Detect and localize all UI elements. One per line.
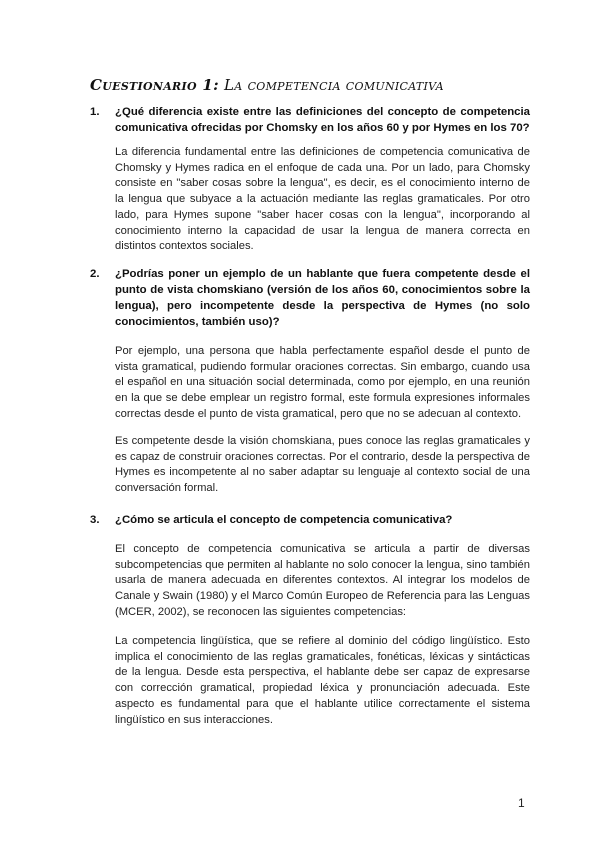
question-2 (90, 266, 530, 330)
page-title (90, 76, 444, 94)
title-label: Cuestionario 1: (90, 76, 219, 94)
answer-2-paragraph-2: Es competente desde la visión chomskiana, pues conoce las reglas gramaticales y es capaz de construir oraciones correctas. Por el contrario, desde la perspectiva de Hymes es incompetente al no saber adaptar su lenguaje al contexto social de una conversación formal. (115, 435, 530, 495)
answer-3-paragraph-1: El concepto de competencia comunicativa se articula a partir de diversas subcompetencias que permiten al hablante no solo conocer la lengua, sino también usarla de manera adecuada en diferentes contextos. Al integrar los modelos de Canale y Swain (1980) y el Marco Común Europeo de Referencia para las Lenguas (MCER, 2002), se reconocen las siguientes competencias: (115, 543, 530, 618)
question-3 (90, 512, 530, 528)
question-number: 1. (90, 106, 100, 118)
question-number: 2. (90, 268, 100, 280)
question-text: ¿Podrías poner un ejemplo de un hablante que fuera competente desde el punto de vista chomskiano (versión de los años 60, conocimientos sobre la lengua), pero incompetente desde la perspectiva de Hymes (no solo conocimientos, también uso)? (115, 268, 530, 328)
question-number: 3. (90, 514, 100, 526)
answer-2-paragraph-1: Por ejemplo, una persona que habla perfectamente español desde el punto de vista gramatical, pudiendo formular oraciones correctas. Sin embargo, cuando usa el español en una situación social determinada, como por ejemplo, en una reunión en la que se debe emplear un registro formal, este formula expresiones informales correctas desde el punto de vista gramatical, pero que no se adecuan al contexto. (115, 345, 530, 420)
answer-1-paragraph-1: La diferencia fundamental entre las definiciones de competencia comunicativa de Chomsky y Hymes radica en el enfoque de cada una. Por un lado, para Chomsky consiste en "saber cosas sobre la lengua", es decir, es el conocimiento interno de la lengua que subyace a la actuación mediante las reglas gramaticales. Por otro lado, para Hymes supone "saber hacer cosas con la lengua", incorporando al conocimiento interno la capacidad de usar la lengua de manera correcta en distintos contextos sociales. (115, 146, 530, 253)
title-topic: La competencia comunicativa (224, 76, 444, 94)
question-text: ¿Qué diferencia existe entre las definiciones del concepto de competencia comunicativa ofrecidas por Chomsky en los años 60 y por Hymes en los 70? (115, 106, 530, 134)
answer-3-paragraph-2: La competencia lingüística, que se refiere al dominio del código lingüístico. Esto implica el conocimiento de las reglas gramaticales, fonéticas, léxicas y sintácticas de la lengua. Desde esta perspectiva, el hablante debe ser capaz de expresarse con corrección gramatical, propiedad léxica y pronunciación adecuada. Este aspecto es fundamental para que el hablante utilice correctamente el sistema lingüístico en sus interacciones. (115, 635, 530, 726)
question-1 (90, 104, 530, 136)
page-number: 1 (518, 796, 525, 810)
question-text: ¿Cómo se articula el concepto de competencia comunicativa? (115, 514, 453, 526)
